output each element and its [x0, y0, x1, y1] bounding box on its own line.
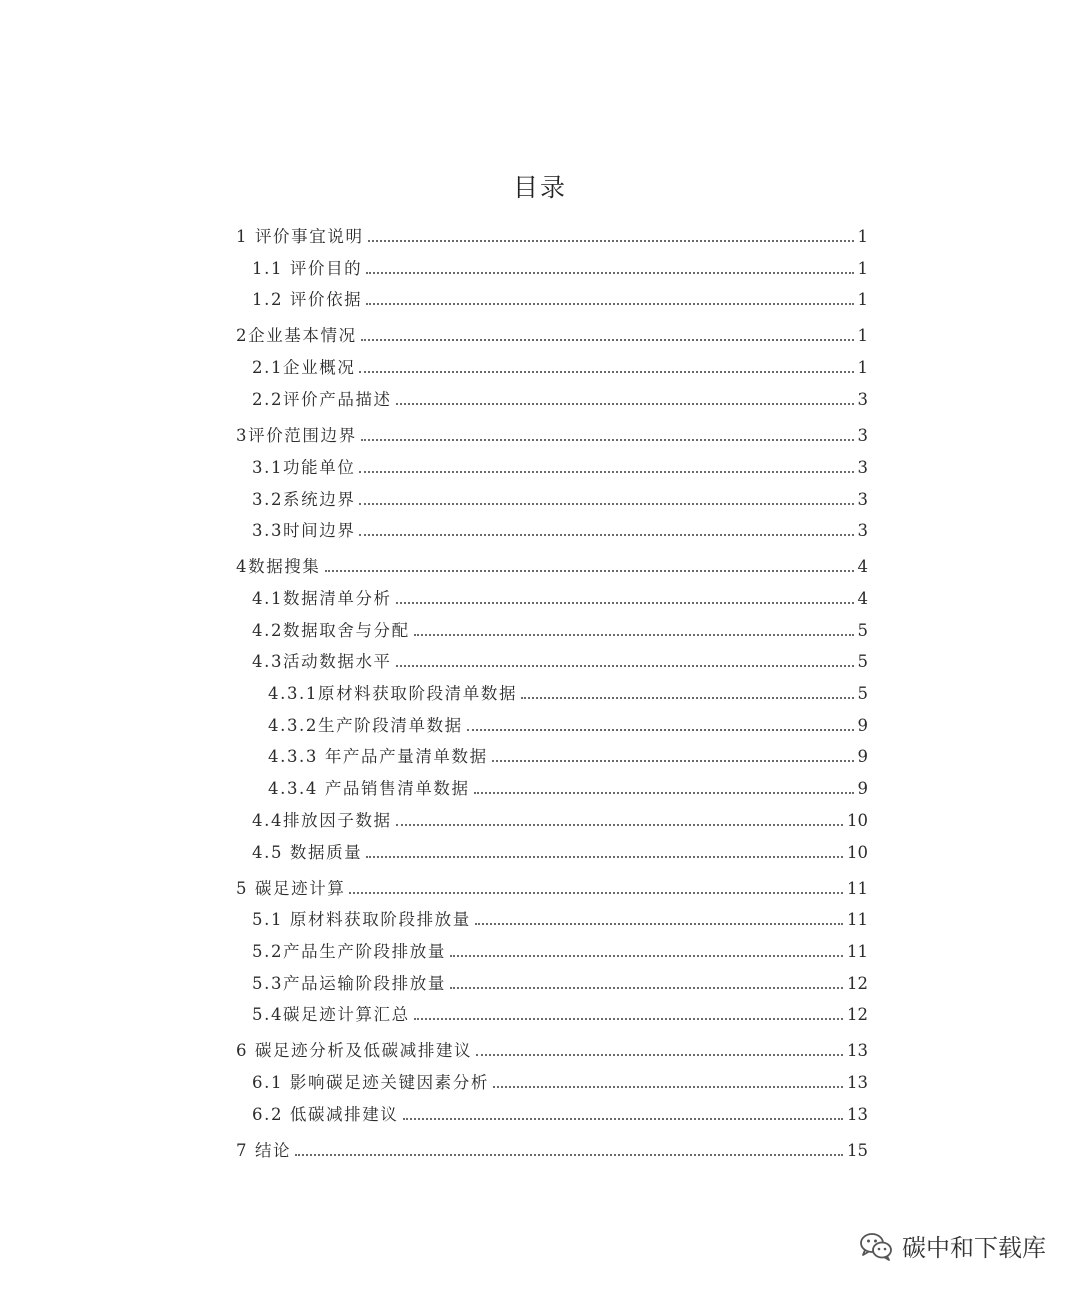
toc-entry-page: 4 [857, 557, 868, 576]
toc-entry[interactable] [252, 808, 868, 832]
toc-entry-label: 3.1功能单位 [252, 458, 356, 477]
toc-entry-label: 4.1数据清单分析 [252, 589, 392, 608]
toc-entry-page: 9 [857, 747, 868, 766]
toc-entry-page: 10 [847, 843, 868, 862]
toc-leader-dots [366, 855, 843, 858]
toc-entry[interactable] [268, 681, 868, 705]
toc-entry-label: 5.1 原材料获取阶段排放量 [252, 910, 471, 929]
toc-entry-page: 1 [857, 290, 868, 309]
toc-entry[interactable] [236, 323, 868, 347]
toc-entry[interactable] [236, 423, 868, 447]
toc-entry[interactable] [236, 224, 868, 248]
toc-leader-dots [359, 470, 853, 473]
toc-leader-dots [368, 239, 854, 242]
toc-entry[interactable] [236, 1038, 868, 1062]
toc-entry-label: 7 结论 [236, 1141, 292, 1160]
toc-entry-page: 1 [857, 326, 868, 345]
toc-leader-dots [450, 986, 843, 989]
toc-entry-label: 2.2评价产品描述 [252, 390, 392, 409]
toc-entry[interactable] [252, 256, 868, 280]
toc-entry[interactable] [252, 518, 868, 542]
toc-entry-page: 4 [857, 589, 868, 608]
toc-entry[interactable] [252, 939, 868, 963]
toc-leader-dots [450, 954, 843, 957]
toc-entry[interactable] [252, 971, 868, 995]
toc-leader-dots [359, 370, 853, 373]
toc-entry-label: 1.2 评价依据 [252, 290, 363, 309]
toc-entry-label: 1 评价事宜说明 [236, 227, 364, 246]
toc-leader-dots [295, 1153, 843, 1156]
watermark [858, 1228, 1046, 1263]
toc-entry-page: 1 [857, 259, 868, 278]
toc-entry-label: 6 碳足迹分析及低碳减排建议 [236, 1041, 473, 1060]
toc-entry-label: 2企业基本情况 [236, 326, 357, 345]
toc-entry-label: 2.1企业概况 [252, 358, 356, 377]
toc-entry-page: 9 [857, 779, 868, 798]
toc-entry-page: 3 [857, 521, 868, 540]
toc-entry-label: 3评价范围边界 [236, 426, 357, 445]
toc-entry-label: 4数据搜集 [236, 557, 321, 576]
toc-leader-dots [361, 438, 854, 441]
watermark-text: 碳中和下载库 [902, 1234, 1046, 1262]
toc-entry-label: 6.1 影响碳足迹关键因素分析 [252, 1073, 489, 1092]
toc-entry[interactable] [236, 876, 868, 900]
toc-leader-dots [403, 1117, 844, 1120]
toc-entry-label: 3.3时间边界 [252, 521, 356, 540]
toc-entry-label: 4.3.1原材料获取阶段清单数据 [268, 684, 518, 703]
toc-entry-page: 1 [857, 358, 868, 377]
toc-entry[interactable] [252, 387, 868, 411]
toc-entry[interactable] [252, 1070, 868, 1094]
toc-entry[interactable] [252, 355, 868, 379]
toc-entry-page: 3 [857, 426, 868, 445]
toc-leader-dots [396, 402, 854, 405]
toc-entry[interactable] [252, 1002, 868, 1026]
toc-entry-label: 4.2数据取舍与分配 [252, 621, 410, 640]
toc-leader-dots [359, 533, 853, 536]
toc-entry-label: 5.4碳足迹计算汇总 [252, 1005, 410, 1024]
toc-leader-dots [359, 502, 853, 505]
toc-entry-page: 13 [847, 1041, 868, 1060]
toc-leader-dots [493, 1085, 843, 1088]
toc-entry-label: 4.3.4 产品销售清单数据 [268, 779, 470, 798]
toc-entry[interactable] [252, 907, 868, 931]
toc-entry[interactable] [268, 713, 868, 737]
toc-entry-label: 4.5 数据质量 [252, 843, 363, 862]
toc-entry[interactable] [252, 586, 868, 610]
toc-entry-label: 4.3.3 年产品产量清单数据 [268, 747, 488, 766]
toc-entry-page: 11 [847, 879, 868, 898]
toc-entry-page: 13 [847, 1073, 868, 1092]
wechat-icon [858, 1230, 894, 1262]
toc-leader-dots [396, 823, 843, 826]
toc-entry[interactable] [252, 649, 868, 673]
toc-entry-page: 15 [847, 1141, 868, 1160]
toc-entry-page: 5 [857, 684, 868, 703]
toc-title: 目录 [512, 173, 567, 202]
toc-leader-dots [474, 791, 854, 794]
toc-leader-dots [414, 1017, 843, 1020]
toc-entry-label: 5.3产品运输阶段排放量 [252, 974, 446, 993]
toc-entry-label: 4.3活动数据水平 [252, 652, 392, 671]
toc-leader-dots [467, 728, 854, 731]
toc-entry[interactable] [236, 1138, 868, 1162]
toc-entry-page: 13 [847, 1105, 868, 1124]
toc-entry-page: 11 [847, 910, 868, 929]
toc-leader-dots [476, 1053, 843, 1056]
toc-leader-dots [366, 302, 853, 305]
toc-entry-page: 3 [857, 390, 868, 409]
toc-entry[interactable] [268, 776, 868, 800]
toc-entry-label: 5.2产品生产阶段排放量 [252, 942, 446, 961]
toc-entry-label: 6.2 低碳减排建议 [252, 1105, 399, 1124]
toc-entry-page: 12 [847, 1005, 868, 1024]
toc-entry-label: 4.3.2生产阶段清单数据 [268, 716, 463, 735]
toc-leader-dots [361, 338, 854, 341]
toc-entry[interactable] [252, 487, 868, 511]
toc-entry[interactable] [252, 840, 868, 864]
toc-leader-dots [396, 601, 854, 604]
toc-entry[interactable] [252, 1102, 868, 1126]
toc-entry-label: 4.4排放因子数据 [252, 811, 392, 830]
toc-entry[interactable] [268, 744, 868, 768]
toc-leader-dots [366, 271, 853, 274]
toc-entry-page: 11 [847, 942, 868, 961]
toc-entry[interactable] [236, 554, 868, 578]
toc-leader-dots [475, 922, 843, 925]
toc-entry-page: 1 [857, 227, 868, 246]
toc-entry-page: 9 [857, 716, 868, 735]
toc-entry-label: 3.2系统边界 [252, 490, 356, 509]
toc-leader-dots [414, 633, 854, 636]
toc-entry[interactable] [252, 618, 868, 642]
toc-leader-dots [492, 759, 854, 762]
toc-entry-page: 3 [857, 458, 868, 477]
toc-leader-dots [396, 664, 854, 667]
toc-leader-dots [349, 891, 843, 894]
toc-entry-page: 5 [857, 621, 868, 640]
toc-entry-page: 5 [857, 652, 868, 671]
toc-leader-dots [521, 696, 853, 699]
toc-entry-page: 10 [847, 811, 868, 830]
toc-entry[interactable] [252, 455, 868, 479]
toc-entry-page: 3 [857, 490, 868, 509]
toc-entry-label: 1.1 评价目的 [252, 259, 363, 278]
toc-entry[interactable] [252, 287, 868, 311]
toc-entry-label: 5 碳足迹计算 [236, 879, 346, 898]
toc-entry-page: 12 [847, 974, 868, 993]
toc-leader-dots [325, 569, 854, 572]
